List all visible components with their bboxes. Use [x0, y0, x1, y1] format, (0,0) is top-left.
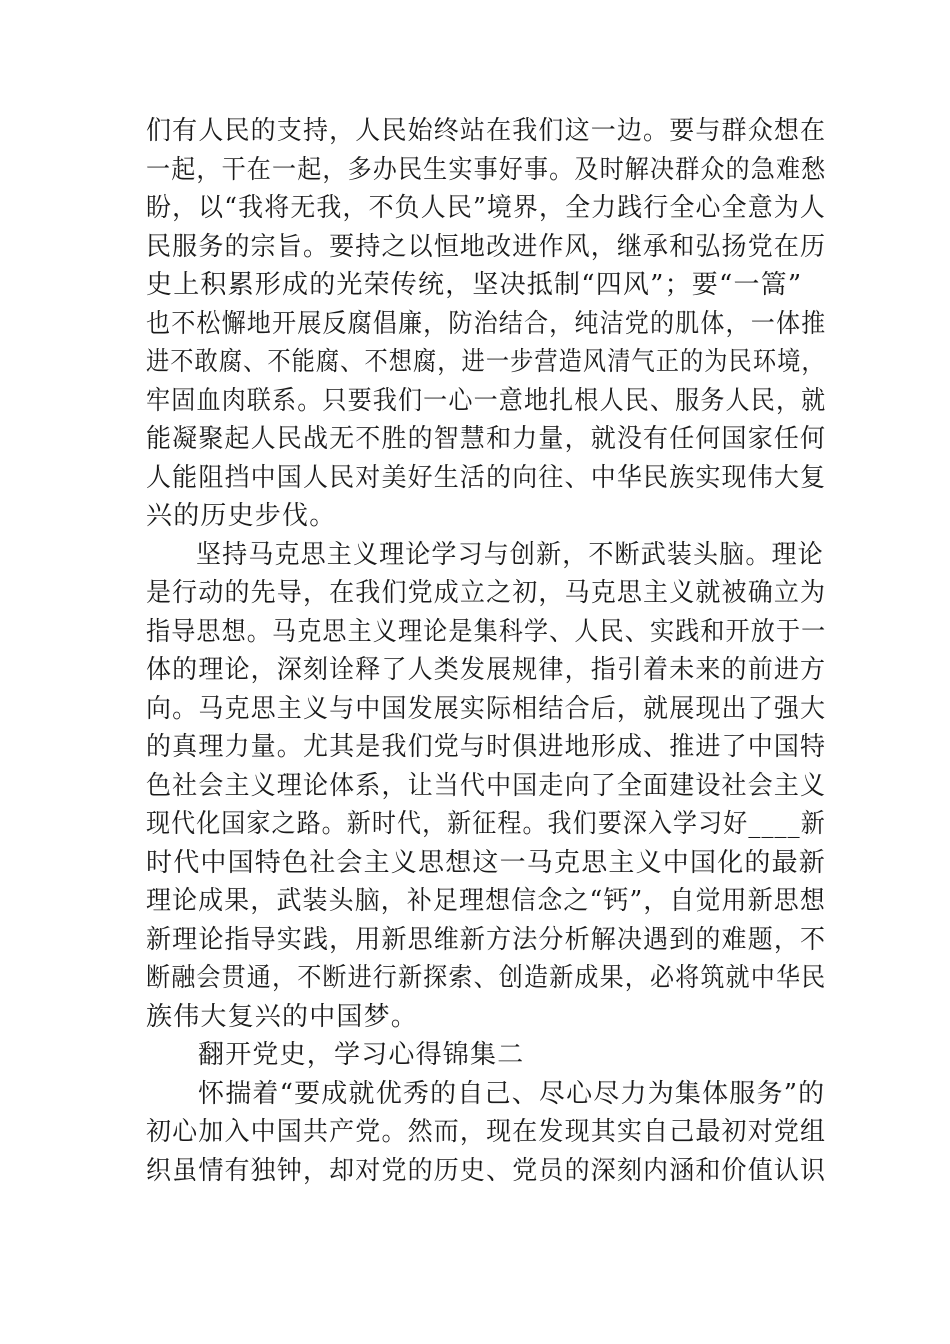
text-line: 体的理论，深刻诠释了人类发展规律，指引着未来的前进方 [146, 655, 827, 685]
text-line: 也不松懈地开展反腐倡廉，防治结合，纯洁党的肌体，一体推 [146, 308, 827, 339]
text-line: 理论成果，武装头脑，补足理想信念之“钙”，自觉用新思想 [146, 886, 827, 916]
text-line: 是行动的先导，在我们党成立之初，马克思主义就被确立为 [146, 578, 827, 608]
text-line: 兴的历史步伐。 [146, 501, 337, 531]
text-line: 织虽情有独钟，却对党的历史、党员的深刻内涵和价值认识 [146, 1155, 827, 1186]
text-line: 族伟大复兴的中国梦。 [146, 1001, 419, 1032]
text-line: 们有人民的支持，人民始终站在我们这一边。要与群众想在 [146, 116, 827, 146]
text-line: 一起，干在一起，多办民生实事好事。及时解决群众的急难愁 [146, 154, 827, 185]
text-line: 现代化国家之路。新时代，新征程。我们要深入学习好____新 [146, 809, 826, 839]
text-line: 能凝聚起人民战无不胜的智慧和力量，就没有任何国家任何 [146, 424, 827, 454]
text-line: 的真理力量。尤其是我们党与时俱进地形成、推进了中国特 [146, 732, 827, 762]
text-line: 断融会贯通，不断进行新探索、创造新成果，必将筑就中华民 [146, 963, 827, 993]
text-line: 向。马克思主义与中国发展实际相结合后，就展现出了强大 [146, 693, 827, 724]
text-line: 初心加入中国共产党。然而，现在发现其实自己最初对党组 [146, 1117, 827, 1147]
paragraph-first-line: 怀揣着“要成就优秀的自己、尽心尽力为集体服务”的 [198, 1078, 826, 1109]
text-line: 时代中国特色社会主义思想这一马克思主义中国化的最新 [146, 847, 827, 878]
text-line: 牢固血肉联系。只要我们一心一意地扎根人民、服务人民，就 [146, 385, 827, 416]
text-line: 新理论指导实践，用新思维新方法分析解决遇到的难题，不 [146, 924, 827, 955]
document-body [146, 112, 826, 1190]
text-line: 指导思想。马克思主义理论是集科学、人民、实践和开放于一 [146, 616, 827, 647]
text-line: 民服务的宗旨。要持之以恒地改进作风，继承和弘扬党在历 [146, 231, 827, 262]
text-line: 色社会主义理论体系，让当代中国走向了全面建设社会主义 [146, 770, 827, 801]
text-line: 盼，以“我将无我，不负人民”境界，全力践行全心全意为人 [146, 193, 827, 223]
text-line: 史上积累形成的光荣传统，坚决抵制“四风”；要“一篙” [146, 270, 803, 300]
text-line: 人能阻挡中国人民对美好生活的向往、中华民族实现伟大复 [146, 462, 827, 493]
paragraph-first-line: 翻开党史，学习心得锦集二 [198, 1040, 525, 1070]
paragraph-first-line: 坚持马克思主义理论学习与创新，不断武装头脑。理论 [196, 539, 824, 570]
text-line: 进不敢腐、不能腐、不想腐，进一步营造风清气正的为民环境， [146, 347, 826, 377]
